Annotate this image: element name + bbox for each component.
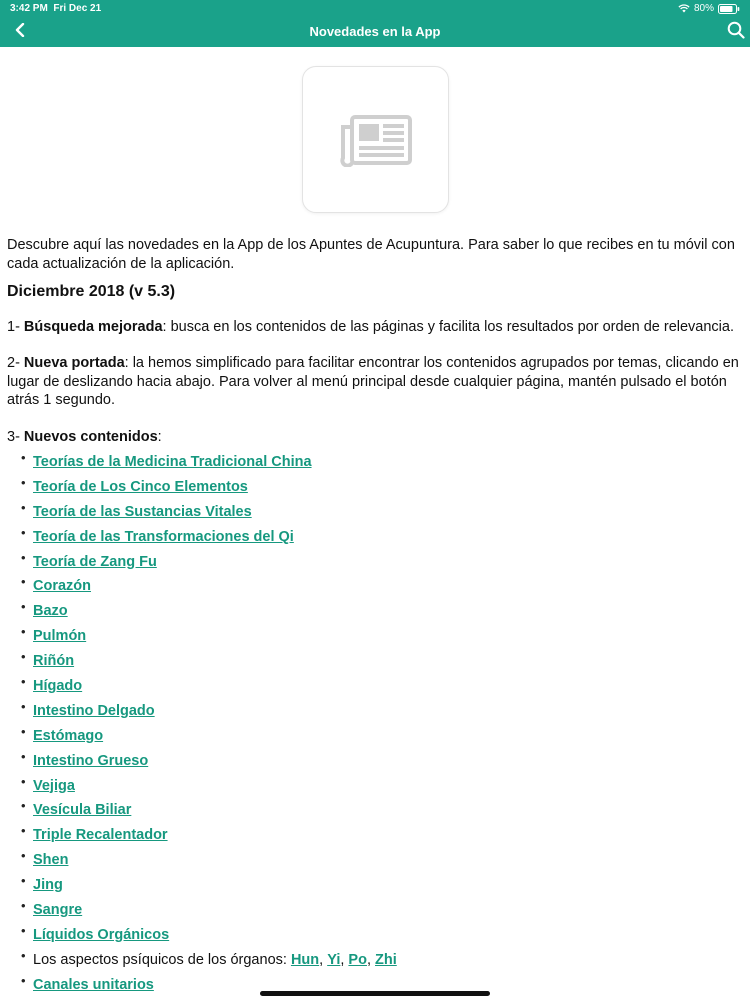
link-estomago[interactable]: Estómago [33,727,104,744]
link-sangre[interactable]: Sangre [33,902,83,919]
link-rinon[interactable]: Riñón [33,653,75,670]
link-cinco-elementos[interactable]: Teoría de Los Cinco Elementos [33,478,248,495]
intro-text: Descubre aquí las novedades en la App de los Apuntes de Acupuntura. Para saber lo que recibes en tu móvil con cada actualización de la aplicación. [7,237,735,272]
link-intestino-grueso[interactable]: Intestino Grueso [33,752,149,769]
link-po[interactable]: Po [348,951,367,968]
list-item [21,898,743,923]
point-1: 1- Búsqueda mejorada: busca en los contenidos de las páginas y facilita los resultados por orden de relevancia. [7,318,734,335]
status-time: 3:42 PM Fri Dec 21 [10,3,102,14]
link-hun[interactable]: Hun [290,951,320,968]
status-indicators [678,3,740,14]
search-icon [727,21,745,39]
list-item [21,848,743,873]
battery-percent: 80% [693,3,714,14]
hero-image [302,66,449,213]
link-intestino-delgado[interactable]: Intestino Delgado [33,702,155,719]
list-item [21,724,743,749]
list-item [21,674,743,699]
link-vesicula-biliar[interactable]: Vesícula Biliar [33,802,132,819]
link-pulmon[interactable]: Pulmón [33,628,87,645]
point-3: 3- Nuevos contenidos: [7,428,162,445]
link-zang-fu[interactable]: Teoría de Zang Fu [33,553,157,570]
link-triple-recalentador[interactable]: Triple Recalentador [33,827,168,844]
version-heading: Diciembre 2018 (v 5.3) [7,283,176,300]
list-item [21,599,743,624]
link-sustancias-vitales[interactable]: Teoría de las Sustancias Vitales [33,503,252,520]
link-yi[interactable]: Yi [327,951,341,968]
list-item [21,699,743,724]
link-teorias-mtc[interactable]: Teorías de la Medicina Tradicional China [33,454,312,470]
top-bar [0,0,750,47]
list-item [21,475,743,500]
home-indicator[interactable] [260,991,490,996]
link-bazo[interactable]: Bazo [33,603,68,620]
list-item: • Los aspectos psíquicos de los órganos: Hun, Yi, Po, Zhi [21,948,743,973]
list-item [21,624,743,649]
list-item [21,450,743,475]
point-2: 2- Nueva portada: la hemos simplificado para facilitar encontrar los contenidos agrupados por temas, clicando en lugar de deslizando hacia abajo. Para volver al menú principal desde cualquier página, mantén pulsado el botón atrás 1 segundo. [7,355,739,408]
list-item [21,525,743,550]
link-zhi[interactable]: Zhi [375,951,397,968]
list-item [21,923,743,948]
list-item [21,798,743,823]
link-jing[interactable]: Jing [33,877,63,894]
list-item [21,749,743,774]
link-corazon[interactable]: Corazón [33,578,91,595]
page-title: Novedades en la App [309,24,441,39]
list-item [21,550,743,575]
aspects-label: Los aspectos psíquicos de los órganos: [33,951,291,968]
link-transformaciones-qi[interactable]: Teoría de las Transformaciones del Qi [33,528,294,545]
link-vejiga[interactable]: Vejiga [33,777,75,794]
list-item [21,823,743,848]
new-content-list [7,450,743,998]
list-item [21,574,743,599]
link-liquidos-organicos[interactable]: Líquidos Orgánicos [33,926,170,943]
wifi-icon [678,4,690,13]
link-canales-unitarios[interactable]: Canales unitarios [33,976,154,993]
newspaper-icon [338,113,414,167]
list-item [21,774,743,799]
battery-icon [718,4,740,14]
link-higado[interactable]: Hígado [33,678,83,695]
list-item [21,500,743,525]
list-item [21,873,743,898]
search-button[interactable] [724,19,748,41]
link-shen[interactable]: Shen [33,852,69,869]
article-body [7,236,743,998]
list-item [21,649,743,674]
